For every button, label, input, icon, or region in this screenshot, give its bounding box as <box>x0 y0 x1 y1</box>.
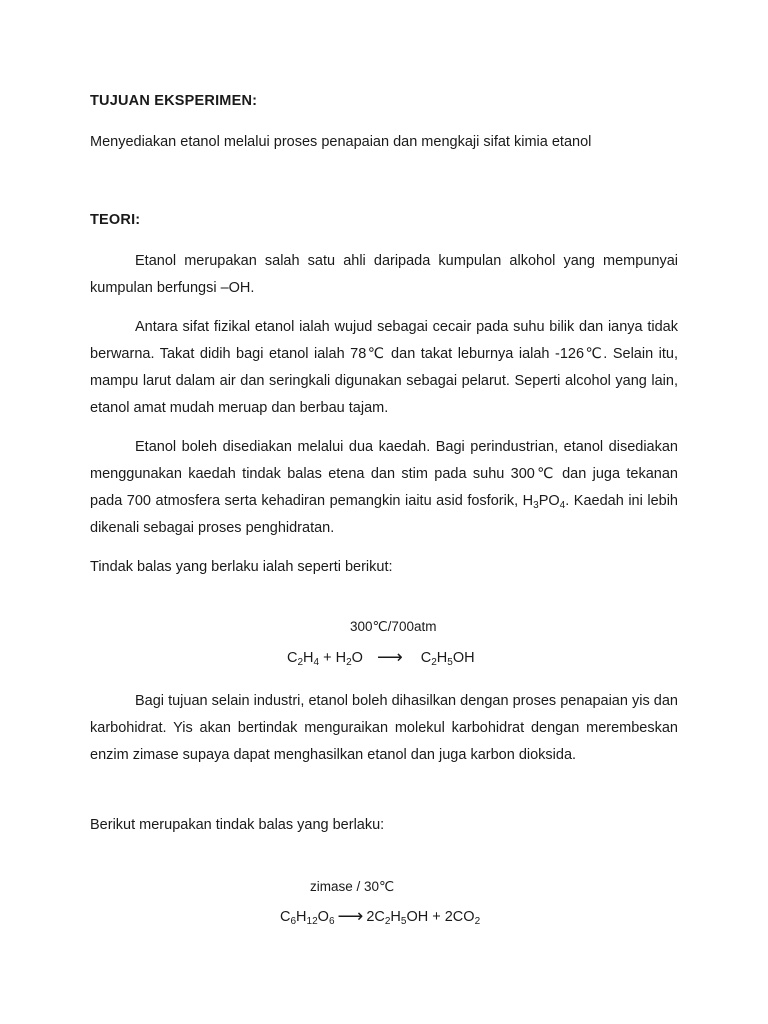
theory-paragraph-4: Bagi tujuan selain industri, etanol boleh dihasilkan dengan proses penapaian yis dan karbohidrat. Yis akan bertindak menguraikan molekul karbohidrat dengan merembeskan enzim zimase supaya dapat menghasilkan etanol dan juga karbon dioksida. <box>90 693 678 763</box>
reaction-intro-2: Berikut merupakan tindak balas yang berlaku: <box>90 817 385 833</box>
phosphoric-acid-formula: $H_3PO_4$ <box>522 493 566 511</box>
equation-1-reactants: $C_2H_4 + H_2O$ <box>287 650 363 668</box>
theory-paragraph-1: Etanol merupakan salah satu ahli daripada kumpulan alkohol yang mempunyai kumpulan berfungsi –OH. <box>90 253 678 296</box>
reaction-intro-1: Tindak balas yang berlaku ialah seperti berikut: <box>90 559 393 575</box>
theory-heading: TEORI: <box>90 212 141 228</box>
equation-2-products: $2C_2H_5OH + 2CO_2$ <box>366 909 481 927</box>
theory-paragraph-3: Etanol boleh disediakan melalui dua kaedah. Bagi perindustrian, etanol disediakan menggunakan kaedah tindak balas etena dan stim pada suhu 300℃ dan juga tekanan pada 700 atmosfera serta kehadiran pemangkin iaitu asid fosforik, $H_3PO_4$. Kaedah ini lebih dikenali sebagai proses penghidratan. <box>90 439 678 536</box>
chemical-equation-1 <box>287 647 475 668</box>
chemical-equation-2 <box>280 906 480 927</box>
reaction-condition-2: zimase / 30℃ <box>310 879 395 894</box>
reaction-condition-1: 300℃/700atm <box>350 619 437 634</box>
theory-paragraph-2: Antara sifat fizikal etanol ialah wujud sebagai cecair pada suhu bilik dan ianya tidak berwarna. Takat didih bagi etanol ialah 78℃ dan takat leburnya ialah -126℃. Selain itu, mampu larut dalam air dan seringkali digunakan sebagai pelarut. Seperti alcohol yang lain, etanol amat mudah meruap dan berbau tajam. <box>90 319 678 416</box>
equation-1-products: $C_2H_5OH$ <box>420 650 475 668</box>
aim-text: Menyediakan etanol melalui proses penapaian dan mengkaji sifat kimia etanol <box>90 134 592 150</box>
reaction-arrow-icon: ⟶ <box>337 906 364 926</box>
equation-2-reactants: $C_6H_{12}O_6$ <box>280 909 335 927</box>
aim-heading: TUJUAN EKSPERIMEN: <box>90 93 258 109</box>
reaction-arrow-icon: ⟶ <box>376 647 403 667</box>
